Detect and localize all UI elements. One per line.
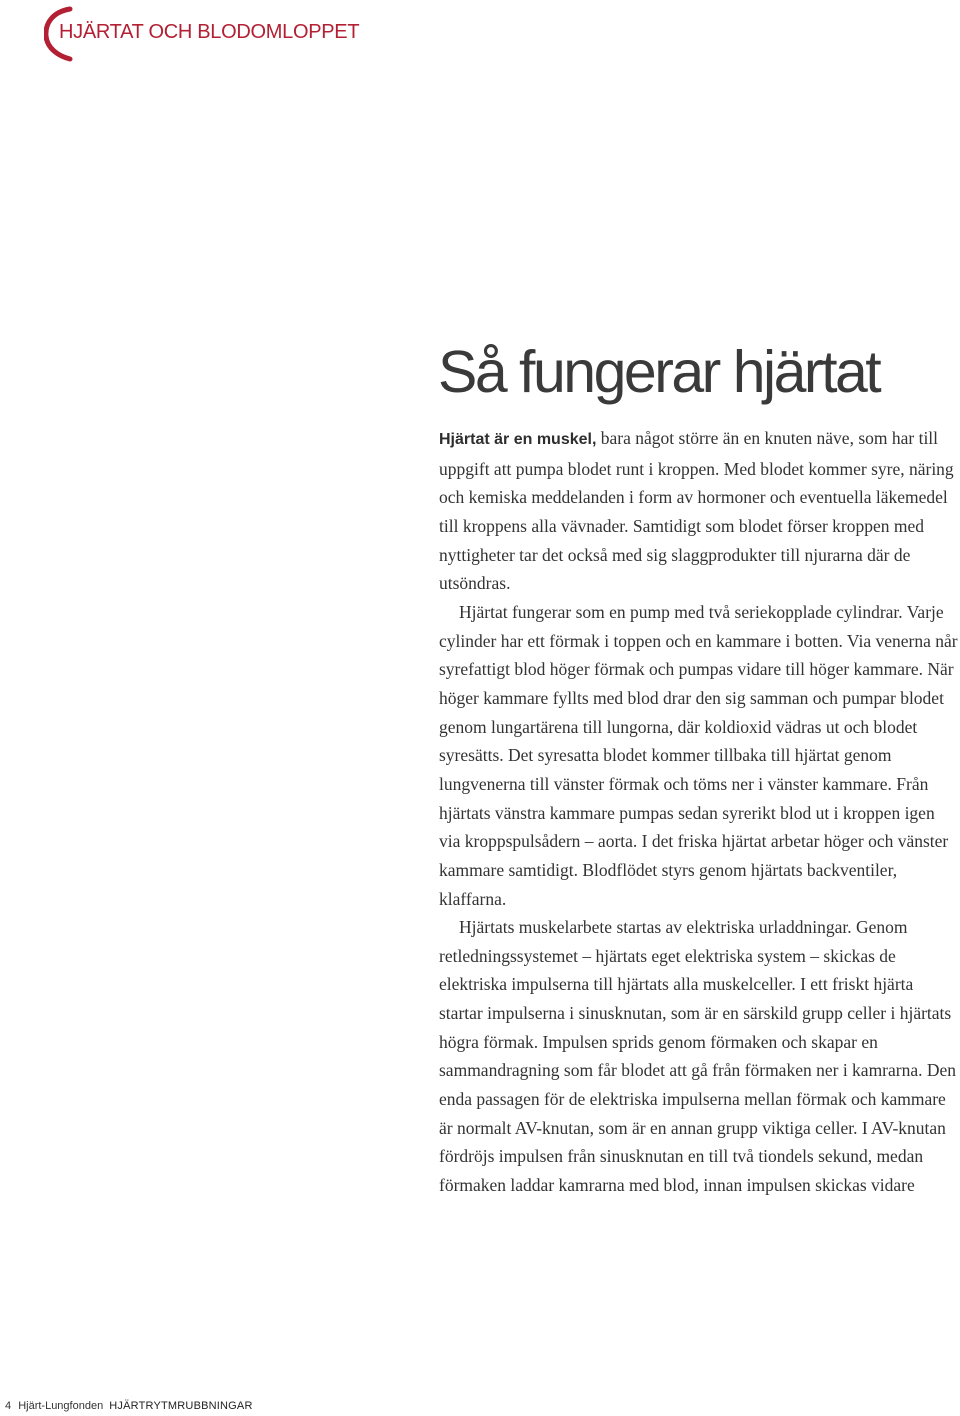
page-number: 4 [5, 1400, 12, 1412]
article-body [439, 424, 959, 1200]
paragraph-1 [439, 424, 959, 598]
publisher-name: Hjärt-Lungfonden [18, 1400, 104, 1412]
publication-title: HJÄRTRYTMRUBBNINGAR [109, 1400, 253, 1412]
section-title: HJÄRTAT OCH BLODOMLOPPET [59, 21, 360, 43]
paragraph-1-text: bara något större än en knuten näve, som har till uppgift att pumpa blodet runt i kroppen. Med blodet kommer syre, näring och kemiska meddelanden i form av hormoner och eventuella läkemedel till kroppens alla vävnader. Samtidigt som blodet förser kroppen med nyttigheter tar det också med sig slaggprodukter till njurarna där de utsöndras. [439, 428, 954, 594]
lead-in: Hjärtat är en muskel, [439, 431, 597, 448]
paragraph-2: Hjärtat fungerar som en pump med två seriekopplade cylindrar. Varje cylinder har ett förmak i toppen och en kammare i botten. Via venerna når syrefattigt blod höger förmak och pumpas vidare till höger kammare. När höger kammare fyllts med blod drar den sig samman och pumpar blodet genom lungartärena till lungorna, där koldioxid vädras ut och blodet syresätts. Det syresatta blodet kommer tillbaka till hjärtat genom lungvenerna till vänster förmak och töms ner i vänster kammare. Från hjärtats vänstra kammare pumpas sedan syrerikt blod ut i kroppen igen via kroppspulsådern – aorta. I det friska hjärtat arbetar höger och vänster kammare samtidigt. Blodflödet styrs genom hjärtats backventiler, klaffarna. [439, 601, 958, 909]
paragraph-3: Hjärtats muskelarbete startas av elektriska urladdningar. Genom retledningssystemet – hjärtats eget elektriska system – skickas de elektriska impulserna till hjärtats alla muskelceller. I ett friskt hjärta startar impulserna i sinusknutan, som är en särskild grupp celler i hjärtats högra förmak. Impulsen sprids genom förmaken och skapar en sammandragning som får blodet att gå från förmaken ner i kamrarna. Den enda passagen för de elektriska impulserna mellan förmak och kammare är normalt AV-knutan, som är en annan grupp viktiga celler. I AV-knutan fördröjs impulsen från sinusknutan en till två tiondels sekund, medan förmaken laddar kamrarna med blod, innan impulsen skickas vidare [439, 917, 957, 1196]
page-title: Så fungerar hjärtat [438, 339, 880, 405]
page-footer [5, 1400, 253, 1412]
